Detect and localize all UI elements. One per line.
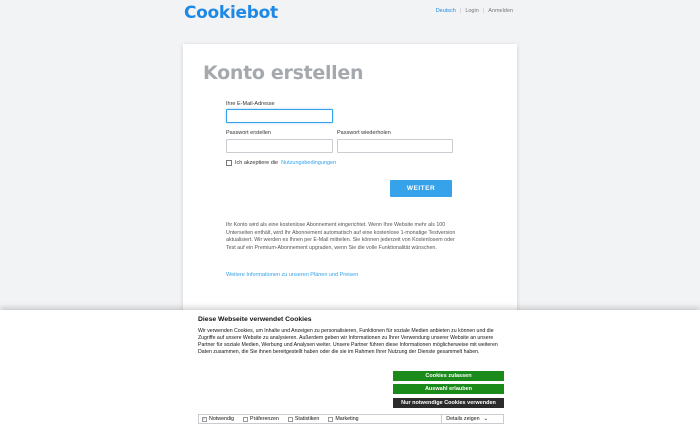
cookie-categories-bar [198,414,504,424]
password-repeat-input[interactable] [337,139,453,153]
checkbox-icon[interactable] [328,417,333,422]
allow-all-cookies-button[interactable]: Cookies zulassen [393,371,504,381]
category-label: Statistiken [294,416,320,422]
category-marketing[interactable] [325,415,364,423]
nav-language[interactable]: Deutsch [435,8,456,14]
terms-label: Ich akzeptiere die [235,160,279,166]
category-preferences[interactable] [240,415,285,423]
chevron-down-icon: ⌄ [483,416,488,422]
check-icon: ✓ [202,415,207,422]
details-label: Details zeigen [446,416,480,422]
password-label: Passwort erstellen [226,130,271,136]
necessary-only-button[interactable]: Nur notwendige Cookies verwenden [393,398,504,408]
terms-link[interactable]: Nutzungsbedingungen [281,160,337,166]
cookie-title: Diese Webseite verwendet Cookies [198,316,312,323]
password-repeat-label: Passwort wiederholen [337,130,391,136]
category-statistics[interactable] [285,415,325,423]
top-bar [0,0,700,28]
info-text: Ihr Konto wird als eine kostenlose Abonnement eingerichtet. Wenn Ihre Website mehr als 100 Unterseiten enthält, wird Ihr Abonnement automatisch auf eine kostenlose 1-monatige Testversion aktualisiert. Wir werden es Ihnen per E-Mail mitteilen. Sie können jederzeit von Kostenlosem oder Test auf ein Premium-Abonnement upgraden, wenn Sie die volle Funktionalität wünschen. [226,222,456,251]
cookie-banner [0,310,700,438]
terms-checkbox[interactable] [226,160,232,166]
password-input[interactable] [226,139,333,153]
submit-button[interactable]: WEITER [390,180,452,197]
category-necessary [199,415,240,423]
cookie-text: Wir verwenden Cookies, um Inhalte und Anzeigen zu personalisieren, Funktionen für soziale Medien anbieten zu können und die Zugriffe auf unsere Website zu analysieren. Außerdem geben wir Informationen zu Ihrer Verwendung unserer Website an unsere Partner für soziale Medien, Werbung und Analysen weiter. Unsere Partner führen diese Informationen möglicherweise mit weiteren Daten zusammen, die Sie ihnen bereitgestellt haben oder die sie im Rahmen Ihrer Nutzung der Dienste gesammelt haben. [198,328,498,355]
allow-selection-button[interactable]: Auswahl erlauben [393,384,504,394]
category-label: Marketing [335,416,359,422]
terms-row [226,160,336,166]
nav-separator: | [459,8,462,14]
checkbox-icon[interactable] [288,417,293,422]
email-label: Ihre E-Mail-Adresse [226,101,275,107]
top-nav [432,8,517,14]
category-label: Notwendig [209,416,235,422]
nav-login[interactable]: Login [465,8,479,14]
cookiebot-logo[interactable]: Cookiebot [184,3,278,23]
pricing-link[interactable]: Weitere Informationen zu unseren Plänen und Preisen [226,272,359,278]
category-label: Präferenzen [250,416,279,422]
show-details-toggle[interactable] [441,415,503,423]
page-title: Konto erstellen [203,62,364,84]
email-input[interactable] [226,109,333,123]
checkbox-icon[interactable] [243,417,248,422]
nav-separator: | [482,8,485,14]
nav-register[interactable]: Anmelden [488,8,513,14]
signup-card [183,44,517,314]
